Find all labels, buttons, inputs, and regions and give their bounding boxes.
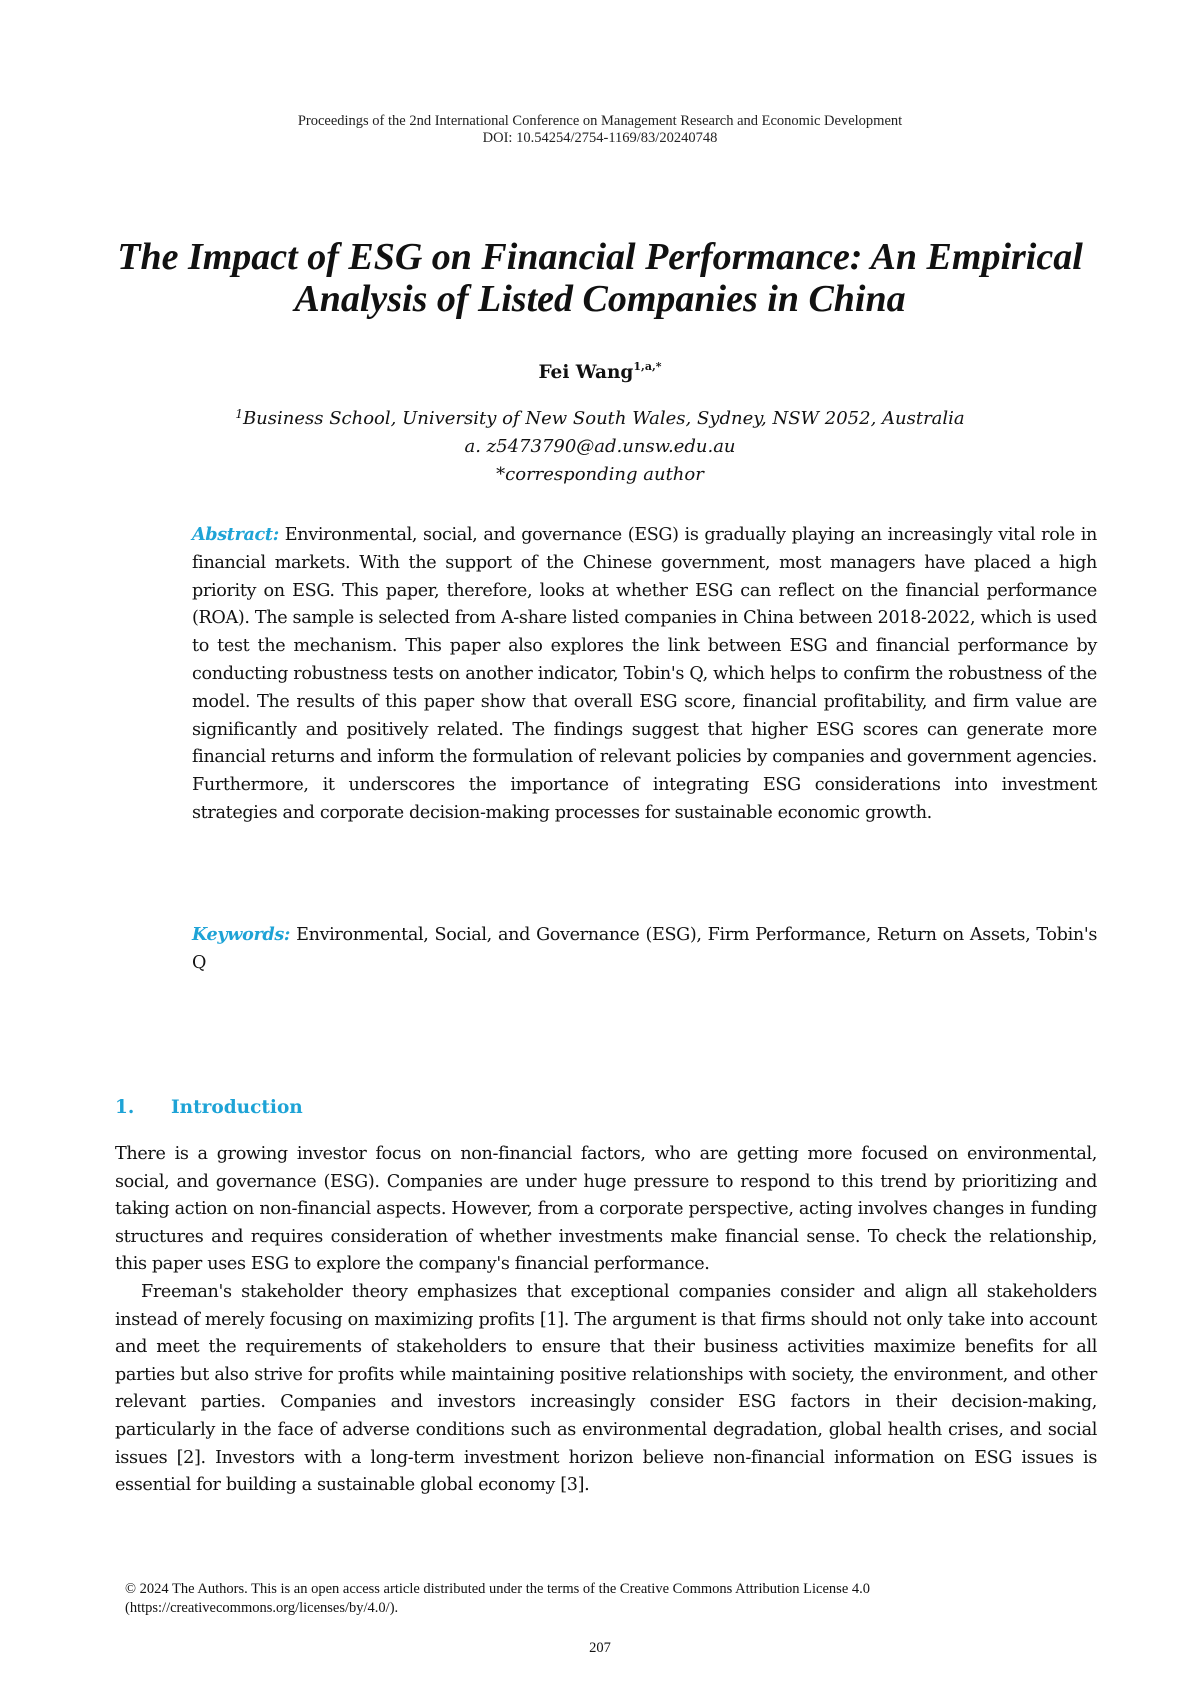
abstract [192,521,1097,828]
section-title: Introduction [171,1097,303,1118]
affiliation-text: Business School, University of New South Wales, Sydney, NSW 2052, Australia [242,408,965,429]
keywords-label: Keywords: [192,924,291,945]
author-name: Fei Wang [538,362,634,383]
section-heading-introduction [115,1097,303,1118]
license-footnote [125,1580,1087,1618]
license-line-1: © 2024 The Authors. This is an open access article distributed under the terms of the Creative Commons Attribution License 4.0 [125,1581,871,1597]
abstract-text: Environmental, social, and governance (ESG) is gradually playing an increasingly vital role in financial markets. With the support of the Chinese government, most managers have placed a high priority on ESG. This paper, therefore, looks at whether ESG can reflect on the financial performance (ROA). The sample is selected from A-share listed companies in China between 2018-2022, which is used to test the mechanism. This paper also explores the link between ESG and financial performance by conducting robustness tests on another indicator, Tobin's Q, which helps to confirm the robustness of the model. The results of this paper show that overall ESG score, financial profitability, and firm value are significantly and positively related. The findings suggest that higher ESG scores can generate more financial returns and inform the formulation of relevant policies by companies and government agencies. Furthermore, it underscores the importance of integrating ESG considerations into investment strategies and corporate decision-making processes for sustainable economic growth. [192,525,1097,823]
proceedings-line: Proceedings of the 2nd International Conference on Management Research and Economic Development [297,113,903,129]
affiliation-superscript: 1 [235,407,243,421]
author-line [0,360,1200,383]
author-email: a. z5473790@ad.unsw.edu.au [464,436,736,457]
introduction-paragraph-1: There is a growing investor focus on non-financial factors, who are getting more focused on environmental, social, and governance (ESG). Companies are under huge pressure to respond to this trend by prioritizing and taking action on non-financial aspects. However, from a corporate perspective, acting involves changes in funding structures and requires consideration of whether investments make financial sense. To check the relationship, this paper uses ESG to explore the company's financial performance. [115,1144,1097,1275]
keywords [192,921,1097,978]
affiliation-line [0,400,1200,433]
license-line-2: (https://creativecommons.org/licenses/by/4.0/). [125,1600,399,1616]
section-number: 1. [115,1097,135,1118]
keywords-text: Environmental, Social, and Governance (ESG), Firm Performance, Return on Assets, Tobin's Q [192,925,1097,973]
abstract-label: Abstract: [192,524,279,545]
running-header [0,113,1200,147]
introduction-body [115,1141,1097,1500]
page-number: 207 [589,1640,611,1656]
title-line-2: Analysis of Listed Companies in China [294,278,906,320]
affiliation-block [0,400,1200,489]
author-superscript: 1,a,* [633,360,662,373]
title-line-1: The Impact of ESG on Financial Performance: An Empirical [117,236,1083,278]
paper-title [80,236,1120,320]
corresponding-note: *corresponding author [496,464,704,485]
introduction-paragraph-2: Freeman's stakeholder theory emphasizes that exceptional companies consider and align all stakeholders instead of merely focusing on maximizing profits [1]. The argument is that firms should not only take into account and meet the requirements of stakeholders to ensure that their business activities maximize benefits for all parties but also strive for profits while maintaining positive relationships with society, the environment, and other relevant parties. Companies and investors increasingly consider ESG factors in their decision-making, particularly in the face of adverse conditions such as environmental degradation, global health crises, and social issues [2]. Investors with a long-term investment horizon believe non-financial information on ESG issues is essential for building a sustainable global economy [3]. [115,1281,1097,1496]
doi-line: DOI: 10.54254/2754-1169/83/20240748 [482,130,718,146]
